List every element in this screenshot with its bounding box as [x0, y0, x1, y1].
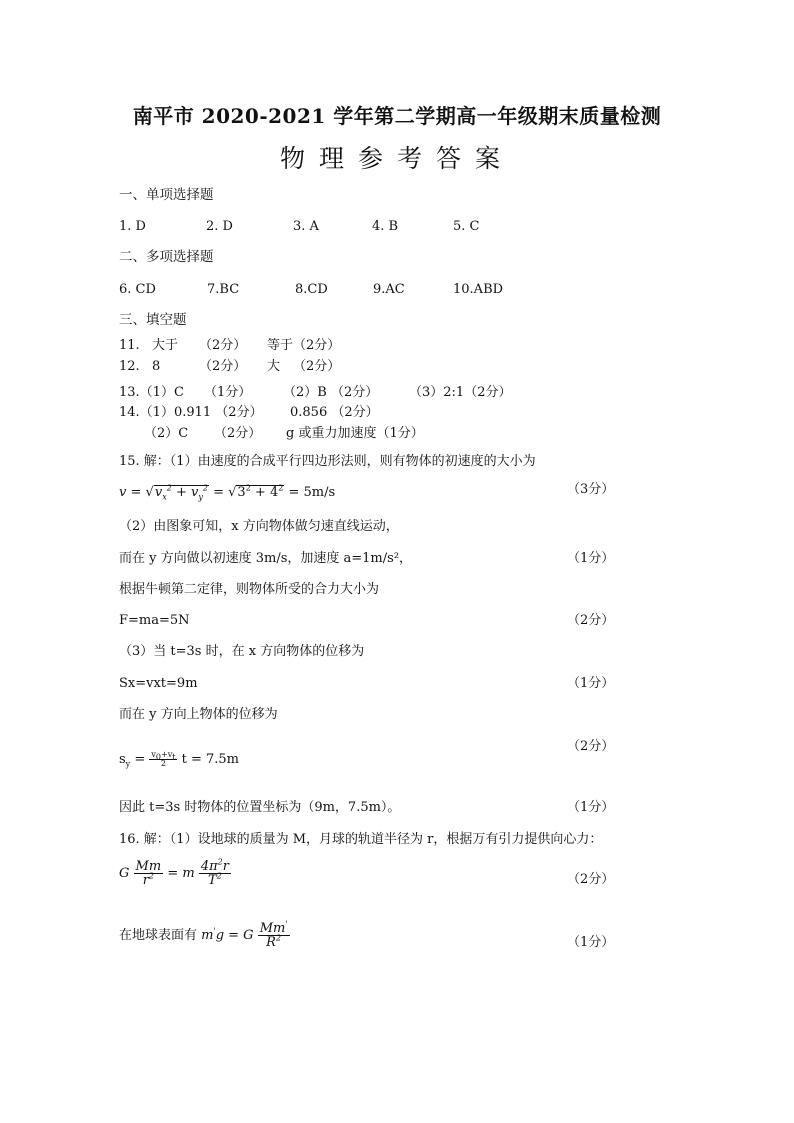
q14-answer-2: 0.856 （2分）	[290, 405, 379, 420]
q15-eq1-result: = 5m/s	[288, 485, 336, 500]
section-heading-multi-choice: 二、多项选择题	[119, 249, 214, 265]
q15-equation-1	[119, 483, 336, 502]
document-title: 南平市 2020-2021 学年第二学期高一年级期末质量检测	[132, 104, 662, 128]
answer-7: 7.BC	[207, 282, 240, 297]
q14-answer-1: 14.（1）0.911 （2分）	[119, 405, 263, 420]
q14-answer-3: （2）C	[144, 426, 189, 441]
answer-5: 5. C	[453, 219, 480, 234]
q15-eq1-sqrt-2: = $√3^2 + 4^2$	[213, 483, 284, 500]
q16-eq1-score: （2分）	[567, 872, 615, 887]
q16-eq1-fraction-left: $\frac{Mm}{r^2}$	[135, 859, 162, 888]
answer-1: 1. D	[119, 219, 146, 234]
q16-equation-1: G $\frac{Mm}{r^2}$ = m $\frac{4\pi^2r}{T^2}$	[119, 857, 229, 888]
q15-x-displacement: Sx=vxt=9m	[119, 676, 198, 691]
answer-3: 3. A	[293, 219, 319, 234]
q14-score-3: （2分）	[214, 426, 262, 441]
q15-newton-law: 根据牛顿第二定律，则物体所受的合力大小为	[119, 582, 380, 597]
answer-8: 8.CD	[295, 282, 328, 297]
q15-y-fraction: $\frac{v_0+v_t}{2}$	[151, 750, 176, 768]
q15-force-equation: F=ma=5N	[119, 613, 190, 628]
q15-eq1-lhs: v	[119, 485, 127, 500]
q15-force-score: （2分）	[567, 613, 615, 628]
q15-y-displacement-intro: 而在 y 方向上物体的位移为	[119, 707, 278, 722]
q12-score-2: （2分）	[293, 359, 341, 374]
document-subtitle: 物理参考答案	[279, 144, 514, 173]
answer-6: 6. CD	[119, 282, 156, 297]
q15-y-displacement-score: （2分）	[567, 739, 615, 754]
section-heading-fill-blank: 三、填空题	[119, 312, 187, 328]
q16-eq1-fraction-right: $\frac{4\pi^2r}{T^2}$	[200, 857, 229, 888]
q11-score-1: （2分）	[199, 338, 247, 353]
q15-eq1-sqrt-1: $√v_x^2 + v_y^2$	[145, 483, 208, 502]
q13-score-1: （1分）	[204, 385, 252, 400]
q15-y-displacement-equation: $s_y$ = $\frac{v_0+v_t}{2}$ t = 7.5m	[119, 750, 239, 769]
q15-part-2-score: （1分）	[567, 551, 615, 566]
q13-answer-2: （2）B （2分）	[283, 385, 379, 400]
q16-eq2-fraction: $\frac{Mm'}{R^2}$	[259, 919, 288, 950]
q11-number: 11.	[119, 338, 140, 353]
q12-answer-2: 大	[267, 359, 281, 374]
q11-answer-1: 大于	[152, 338, 179, 353]
q12-score-1: （2分）	[199, 359, 247, 374]
q15-eq1-score: （3分）	[567, 482, 615, 497]
q16-equation-2: 在地球表面有 m'g = G $\frac{Mm'}{R^2}$	[119, 919, 288, 950]
answer-2: 2. D	[206, 219, 233, 234]
q12-answer-1: 8	[152, 359, 161, 374]
section-heading-single-choice: 一、单项选择题	[119, 187, 214, 203]
q14-answer-4: g 或重力加速度（1分）	[286, 426, 424, 441]
q11-answer-2: 等于（2分）	[267, 338, 341, 353]
q15-part-3: （3）当 t=3s 时，在 x 方向物体的位移为	[119, 644, 365, 659]
answer-4: 4. B	[372, 219, 399, 234]
q15-part-2-detail: 而在 y 方向做以初速度 3m/s，加速度 a=1m/s²，	[119, 551, 413, 566]
q15-conclusion-score: （1分）	[567, 800, 615, 815]
answer-10: 10.ABD	[453, 282, 504, 297]
q15-x-displacement-score: （1分）	[567, 676, 615, 691]
q15-conclusion: 因此 t=3s 时物体的位置坐标为（9m，7.5m）。	[119, 800, 401, 815]
q13-answer-3: （3）2:1（2分）	[409, 385, 512, 400]
q15-part-2: （2）由图象可知，x 方向物体做匀速直线运动，	[119, 519, 399, 534]
answer-9: 9.AC	[373, 282, 405, 297]
q15-eq1-equals: =	[130, 485, 142, 500]
q12-number: 12.	[119, 359, 140, 374]
q13-answer-1: 13.（1）C	[119, 385, 184, 400]
q15-intro: 15. 解：（1）由速度的合成平行四边形法则，则有物体的初速度的大小为	[119, 454, 536, 469]
q16-intro: 16. 解：（1）设地球的质量为 M，月球的轨道半径为 r，根据万有引力提供向心力：	[119, 832, 603, 847]
q16-eq2-score: （1分）	[567, 935, 615, 950]
